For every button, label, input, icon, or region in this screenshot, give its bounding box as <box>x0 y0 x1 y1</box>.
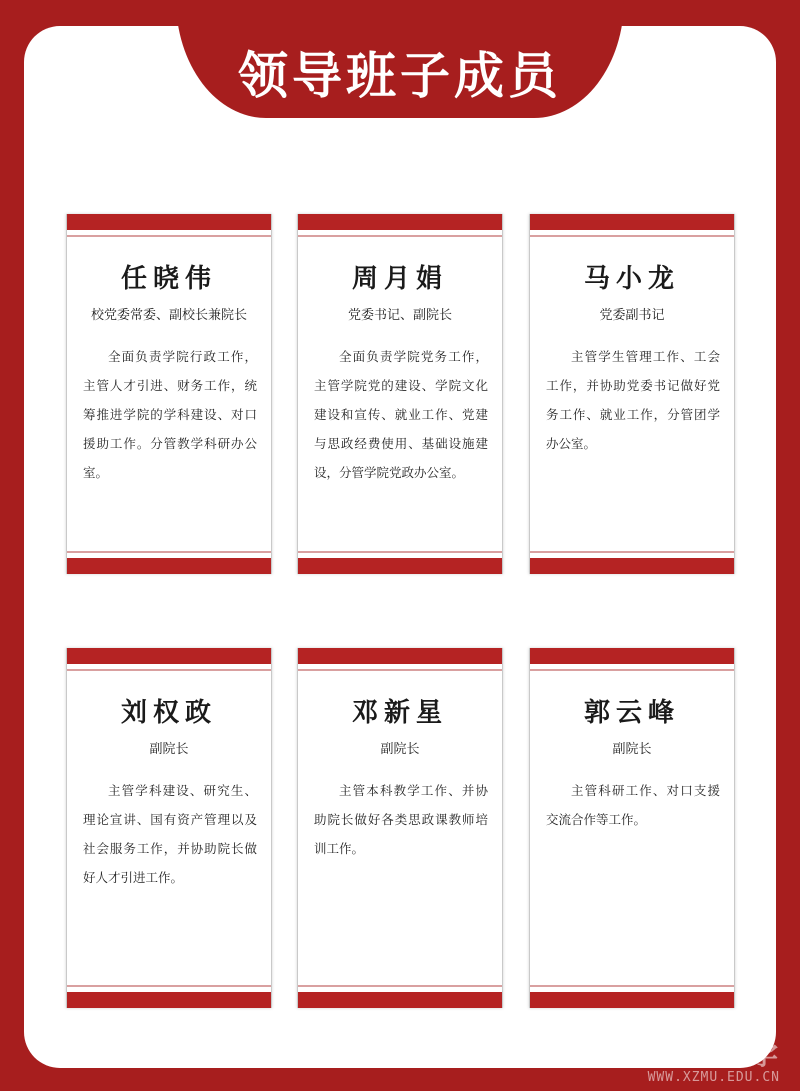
watermark-name: 西藏民族大学 <box>599 1038 780 1071</box>
member-role: 副院长 <box>612 742 652 757</box>
card-top-rule <box>530 235 734 237</box>
card-top-rule <box>298 669 502 671</box>
member-card <box>66 214 272 574</box>
card-top-rule <box>530 669 734 671</box>
member-duties: 全面负责学院党务工作，主管学院党的建设、学院文化建设和宣传、就业工作、党建与思政经费使用、基础设施建设，分管学院党政办公室。 <box>314 349 488 480</box>
card-bottom-bar <box>530 992 734 1008</box>
university-watermark <box>600 1040 780 1085</box>
card-bottom-rule <box>67 985 271 987</box>
page-title: 领导班子成员 <box>238 47 562 105</box>
card-bottom-rule <box>530 551 734 553</box>
member-role: 副院长 <box>380 742 420 757</box>
member-name: 郭云峰 <box>583 698 680 728</box>
member-name: 刘权政 <box>120 698 217 728</box>
watermark-url: WWW.XZMU.EDU.CN <box>647 1070 780 1085</box>
member-name: 马小龙 <box>583 264 680 294</box>
member-role: 党委书记、副院长 <box>347 308 452 323</box>
member-role: 副院长 <box>149 742 189 757</box>
card-bottom-rule <box>67 551 271 553</box>
card-top-bar <box>298 648 502 664</box>
member-card <box>297 214 503 574</box>
member-duties: 主管科研工作、对口支援交流合作等工作。 <box>546 783 720 827</box>
member-role: 党委副书记 <box>599 308 665 323</box>
card-bottom-bar <box>298 992 502 1008</box>
card-bottom-rule <box>298 985 502 987</box>
member-duties: 主管本科教学工作、并协助院长做好各类思政课教师培训工作。 <box>314 783 488 856</box>
card-top-bar <box>67 648 271 664</box>
card-top-bar <box>67 214 271 230</box>
card-bottom-bar <box>67 558 271 574</box>
member-card <box>529 648 735 1008</box>
card-bottom-rule <box>530 985 734 987</box>
member-role: 校党委常委、副校长兼院长 <box>90 308 247 323</box>
card-bottom-bar <box>530 558 734 574</box>
card-top-bar <box>298 214 502 230</box>
card-top-rule <box>298 235 502 237</box>
member-duties: 全面负责学院行政工作，主管人才引进、财务工作，统筹推进学院的学科建设、对口援助工作。分管教学科研办公室。 <box>83 349 257 480</box>
card-bottom-bar <box>298 558 502 574</box>
member-name: 周月娟 <box>351 264 448 294</box>
card-top-rule <box>67 235 271 237</box>
member-card <box>529 214 735 574</box>
card-top-bar <box>530 648 734 664</box>
member-name: 邓新星 <box>351 698 448 728</box>
card-bottom-bar <box>67 992 271 1008</box>
card-bottom-rule <box>298 551 502 553</box>
member-duties: 主管学科建设、研究生、理论宣讲、国有资产管理以及社会服务工作，并协助院长做好人才引进工作。 <box>83 783 257 885</box>
member-name: 任晓伟 <box>120 264 217 294</box>
member-card <box>66 648 272 1008</box>
member-card <box>297 648 503 1008</box>
card-top-bar <box>530 214 734 230</box>
member-duties: 主管学生管理工作、工会工作，并协助党委书记做好党务工作、就业工作，分管团学办公室。 <box>546 349 720 451</box>
card-top-rule <box>67 669 271 671</box>
